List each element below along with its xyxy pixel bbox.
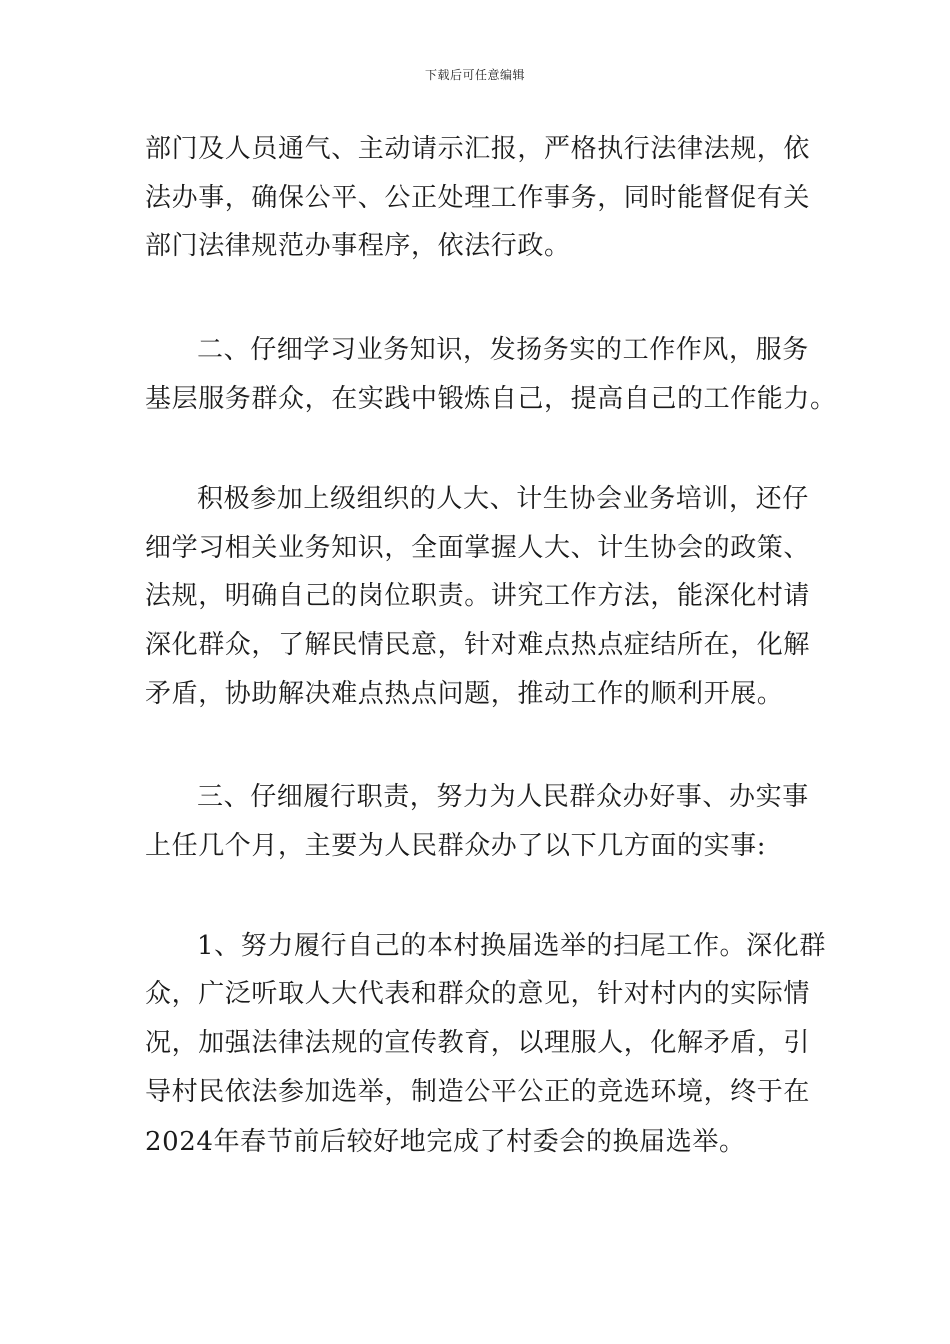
paragraph-1-line-3: 部门法律规范办事程序，依法行政。 <box>145 231 571 261</box>
paragraph-2-line-1: 二、仔细学习业务知识，发扬务实的工作作风，服务 <box>197 335 809 365</box>
paragraph-2-line-2: 基层服务群众，在实践中锻炼自己，提高自己的工作能力。 <box>145 384 837 414</box>
paragraph-1-line-2: 法办事，确保公平、公正处理工作事务，同时能督促有关 <box>145 183 811 213</box>
paragraph-3-line-2: 细学习相关业务知识，全面掌握人大、计生协会的政策、 <box>145 533 811 563</box>
paragraph-3-line-4: 深化群众，了解民情民意，针对难点热点症结所在，化解 <box>145 630 811 660</box>
page-header: 下载后可任意编辑 <box>424 68 525 82</box>
paragraph-5-line-5: 2024年春节前后较好地完成了村委会的换届选举。 <box>145 1127 746 1157</box>
paragraph-3-line-3: 法规，明确自己的岗位职责。讲究工作方法，能深化村请 <box>145 581 811 611</box>
paragraph-3-line-5: 矛盾，协助解决难点热点问题，推动工作的顺利开展。 <box>145 679 784 709</box>
paragraph-5-line-1: 1、努力履行自己的本村换届选举的扫尾工作。深化群 <box>197 931 826 961</box>
paragraph-5-line-3: 况，加强法律法规的宣传教育，以理服人，化解矛盾，引 <box>145 1028 811 1058</box>
paragraph-5-line-4: 导村民依法参加选举，制造公平公正的竞选环境，终于在 <box>145 1077 811 1107</box>
paragraph-4-line-1: 三、仔细履行职责，努力为人民群众办好事、办实事 <box>197 782 809 812</box>
paragraph-3-line-1: 积极参加上级组织的人大、计生协会业务培训，还仔 <box>197 484 809 514</box>
paragraph-1-line-1: 部门及人员通气、主动请示汇报，严格执行法律法规，依 <box>145 134 811 164</box>
paragraph-4-line-2: 上任几个月，主要为人民群众办了以下几方面的实事: <box>145 831 767 861</box>
paragraph-5-line-2: 众，广泛听取人大代表和群众的意见，针对村内的实际情 <box>145 979 811 1009</box>
